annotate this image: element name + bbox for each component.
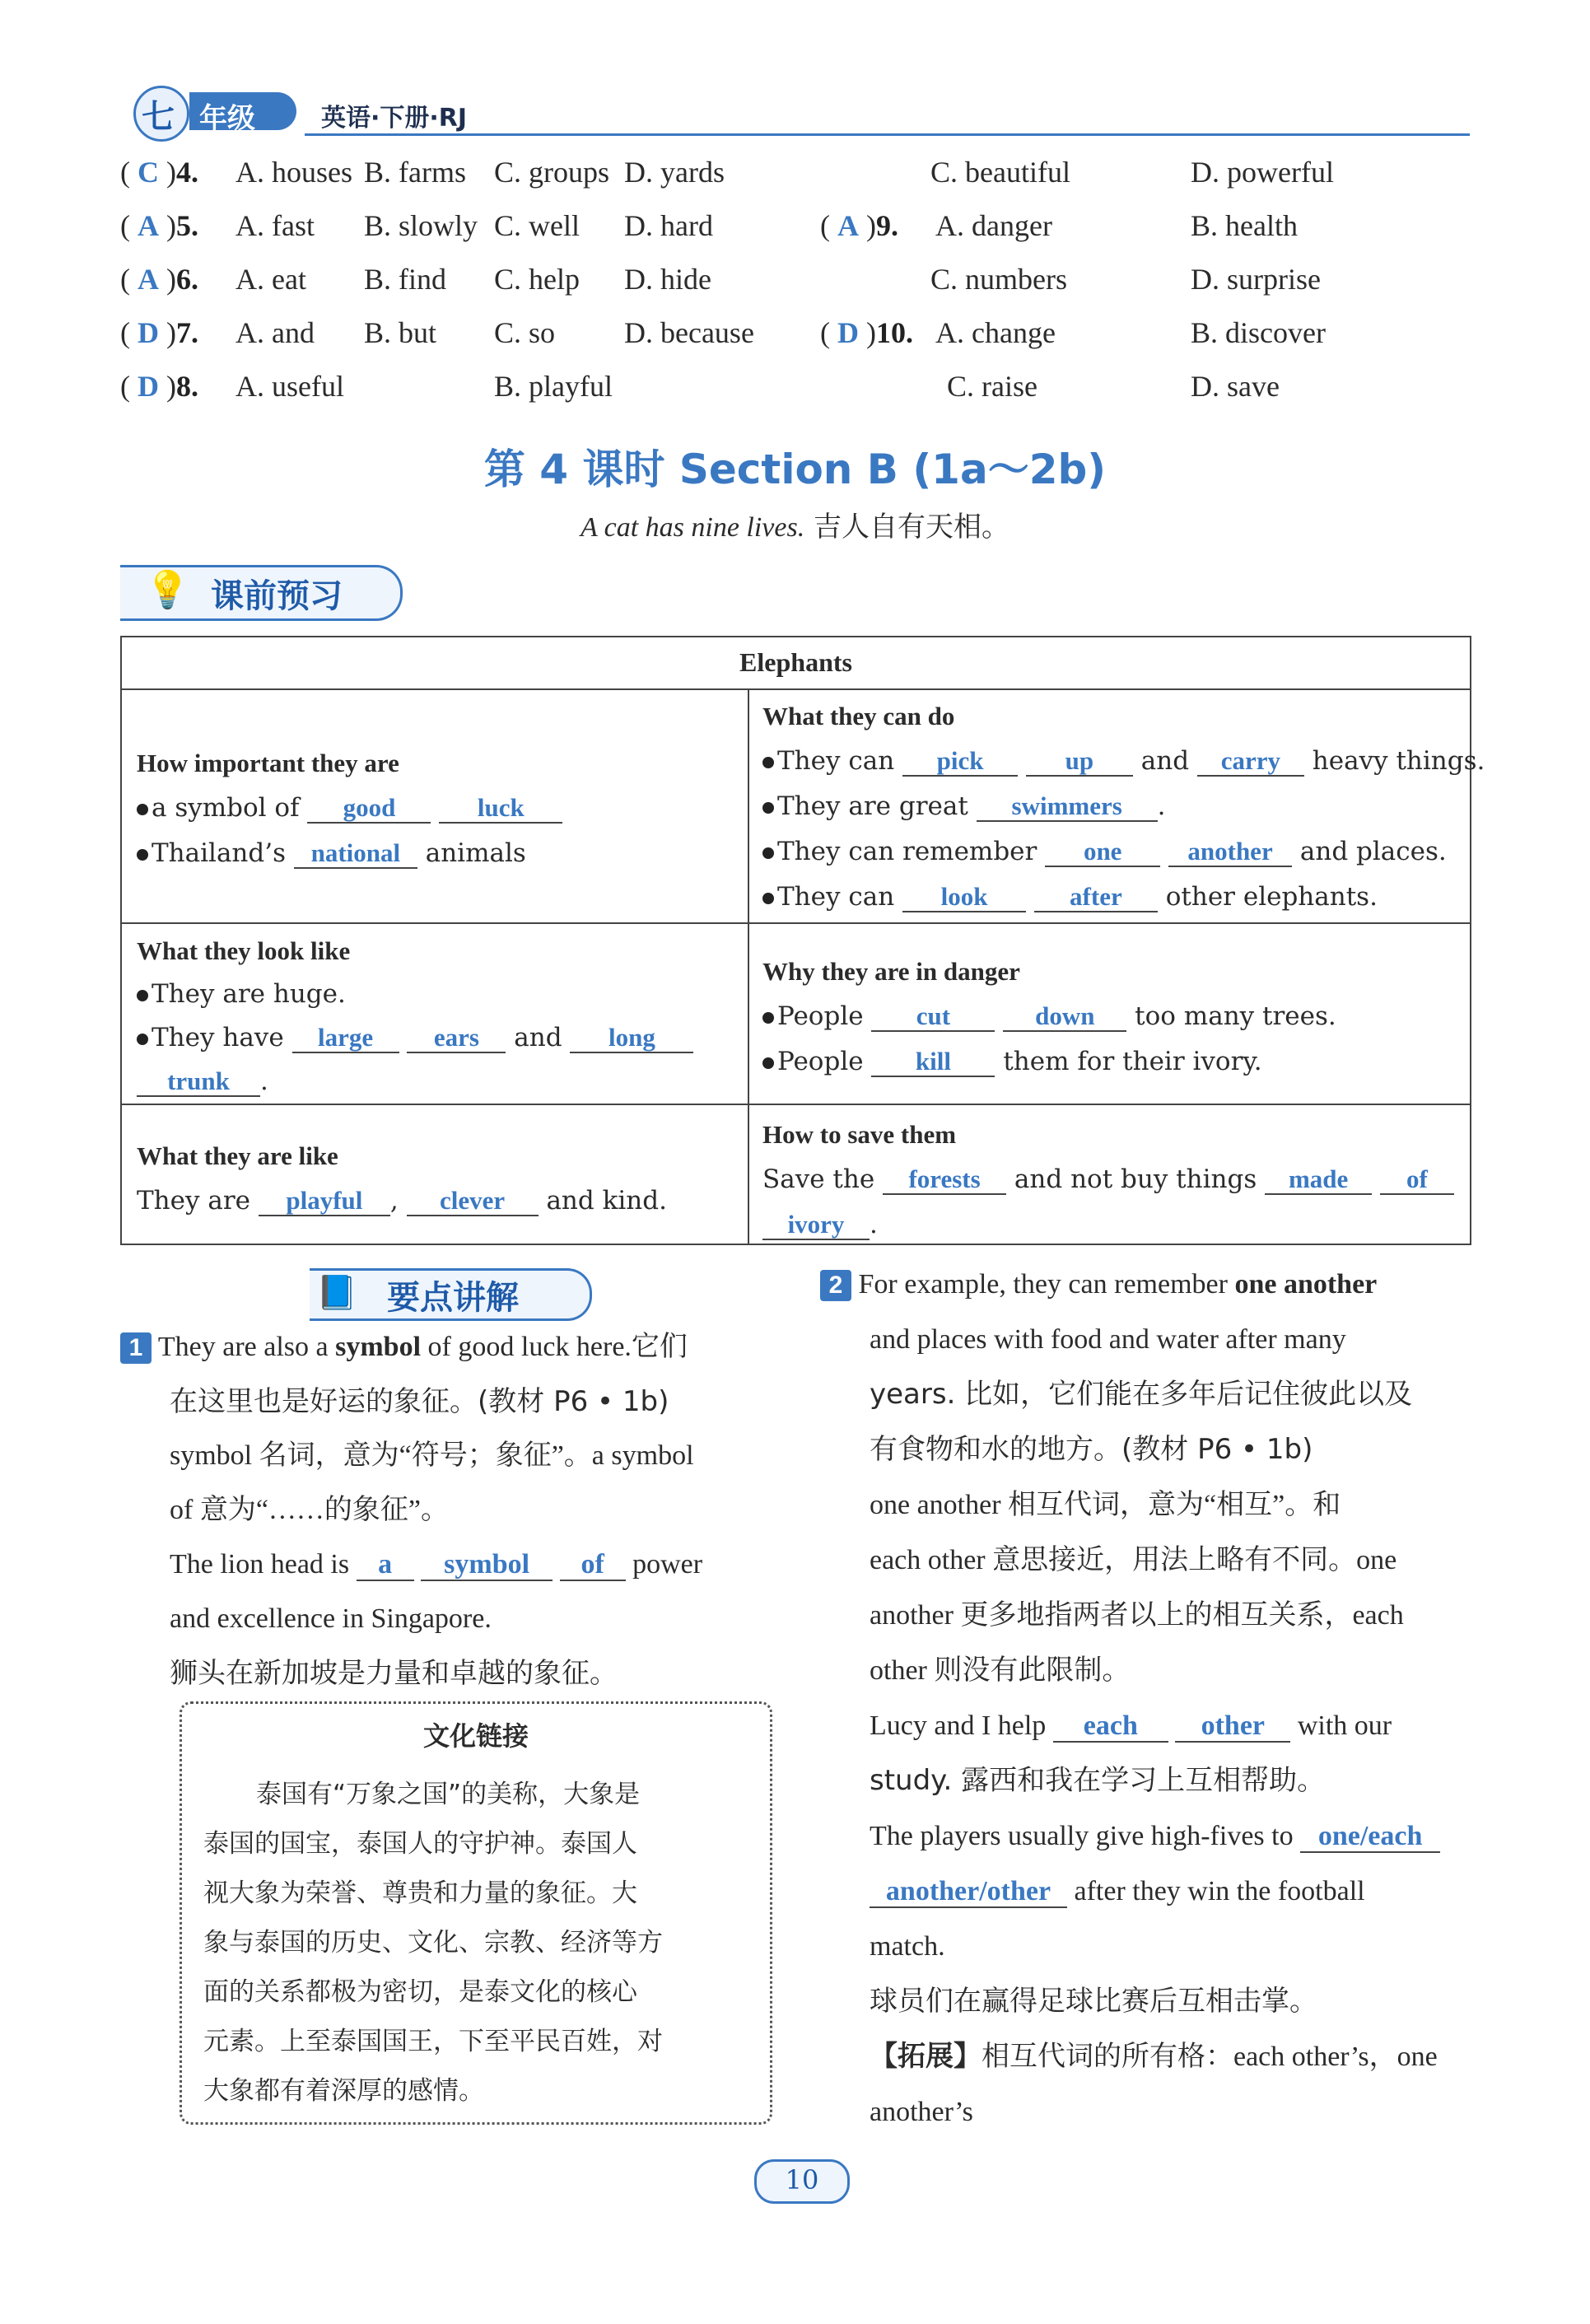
key-label: 要点讲解 [387, 1279, 519, 1317]
answer-blank: ears [407, 1024, 506, 1053]
text: of good luck here. [427, 1332, 632, 1362]
right-column [820, 1257, 1479, 2140]
answer-blank: good [307, 795, 431, 824]
text: 相互代词的所有格：each other’s，one [982, 2042, 1438, 2072]
answer-blank: up [1026, 748, 1133, 777]
text: . [260, 1066, 268, 1096]
mc-answer-letter: A [837, 209, 859, 242]
bullet [762, 802, 774, 814]
text: People [777, 1001, 864, 1031]
bullet [762, 757, 774, 768]
mc-option: B. find [364, 263, 447, 296]
text: symbol 名词，意为“符号；象征”。a symbol [170, 1440, 694, 1471]
mc-answer: ( A )5. [120, 209, 198, 242]
answer-blank: each [1053, 1711, 1168, 1743]
answer-blank: one [1045, 838, 1160, 867]
text: Save the [762, 1164, 875, 1194]
page-number: 10 [785, 2164, 819, 2196]
mc-option: D. powerful [1191, 156, 1334, 189]
mc-answer-letter: D [138, 370, 159, 403]
text: People [777, 1047, 864, 1076]
cell-heading: Why they are in danger [762, 957, 1020, 986]
text: 球员们在赢得足球比赛后互相击掌。 [870, 1985, 1317, 2018]
text: power [632, 1549, 703, 1580]
answer-blank: pick [902, 748, 1018, 777]
bullet [137, 849, 148, 861]
culture-title: 文化链接 [422, 1720, 529, 1752]
bullet [137, 804, 148, 815]
culture-line: 象与泰国的历史、文化、宗教、经济等方 [203, 1928, 663, 1958]
table-rule [122, 688, 1470, 690]
text: 在这里也是好运的象征。(教材 P6 • 1b) [170, 1385, 669, 1418]
cell-character [137, 1133, 738, 1224]
mc-option: C. beautiful [930, 156, 1070, 189]
text: years. 比如，它们能在多年后记住彼此以及 [870, 1378, 1413, 1411]
answer-blank: forests [883, 1166, 1006, 1195]
culture-line: 面的关系都极为密切，是泰文化的核心 [203, 1977, 637, 2007]
answer-blank: cut [871, 1003, 995, 1032]
culture-line: 视大象为荣誉、尊贵和力量的象征。大 [203, 1878, 637, 1908]
bullet [762, 893, 774, 904]
text: and not buy things [1014, 1164, 1257, 1194]
mc-option: D. save [1191, 370, 1280, 403]
mc-answer: ( A )6. [120, 263, 198, 296]
answer-blank: swimmers [977, 793, 1158, 822]
header-rule [305, 133, 1470, 136]
text: and [1140, 746, 1190, 776]
text: Thailand’s [152, 838, 287, 868]
cell-abilities [762, 693, 1485, 920]
bullet [137, 1034, 148, 1045]
motto-en: A cat has nine lives. [580, 512, 805, 543]
mc-option: B. health [1191, 209, 1298, 242]
answer-blank: long [570, 1024, 693, 1053]
text: The players usually give high-fives to [870, 1821, 1294, 1851]
text: one another 相互代词，意为“相互”。和 [870, 1490, 1341, 1520]
cell-heading: How to save them [762, 1120, 957, 1149]
text: 狮头在新加坡是力量和卓越的象征。 [170, 1657, 618, 1690]
answer-blank: after [1034, 884, 1158, 912]
culture-line: 元素。上至泰国国王，下至平民百姓，对 [203, 2027, 663, 2056]
extension-label: 【拓展】 [870, 2040, 982, 2073]
mc-answer-letter: D [138, 316, 159, 349]
text: . [1157, 791, 1166, 821]
bullet [762, 1012, 774, 1024]
answer-blank: one/each [1300, 1822, 1440, 1853]
book-icon: 📘 [316, 1274, 357, 1312]
text: study. 露西和我在学习上互相帮助。 [870, 1764, 1326, 1797]
mc-option: A. eat [235, 263, 306, 296]
answer-blank: carry [1197, 748, 1304, 777]
text: They can [777, 882, 895, 912]
culture-box [180, 1701, 772, 2125]
culture-line: 大象都有着深厚的感情。 [203, 2076, 484, 2106]
text: They are [137, 1186, 251, 1216]
mc-number: 7. [176, 316, 198, 349]
mc-option: B. but [364, 316, 437, 349]
keyword: one another [1234, 1269, 1378, 1300]
subject-label: 英语·下册·RJ [321, 104, 468, 133]
mc-option: A. danger [935, 209, 1052, 242]
mc-answer: ( A )9. [820, 209, 898, 242]
mc-answer: ( D )7. [120, 316, 198, 349]
text: other 则没有此限制。 [870, 1655, 1131, 1686]
text: and places with food and water after many [870, 1324, 1346, 1355]
cell-heading: What they are like [137, 1141, 338, 1170]
answer-blank: clever [407, 1188, 539, 1216]
elephants-table [120, 636, 1485, 1245]
text: and places. [1299, 837, 1447, 866]
point-number: 2 [820, 1270, 851, 1301]
cell-appearance [137, 929, 738, 1104]
text: another’s [870, 2097, 973, 2127]
answer-blank: trunk [137, 1068, 260, 1097]
mc-answer: ( C )4. [120, 156, 198, 189]
table-title: Elephants [739, 647, 852, 677]
mc-option: B. farms [364, 156, 466, 189]
text: and kind. [546, 1186, 667, 1216]
mc-option: B. playful [494, 370, 613, 403]
mc-option: C. raise [947, 370, 1037, 403]
culture-line: 泰国有“万象之国”的美称，大象是 [256, 1780, 641, 1809]
mc-option: C. numbers [930, 263, 1067, 296]
text: They are huge. [152, 979, 346, 1009]
bullet [137, 990, 148, 1001]
mc-number: 8. [176, 370, 198, 403]
answer-blank: another/other [870, 1877, 1067, 1908]
table-rule [122, 922, 1470, 924]
bullet [762, 847, 774, 859]
mc-option: B. discover [1191, 316, 1326, 349]
mc-option: C. help [494, 263, 580, 296]
answer-blank: luck [439, 795, 562, 824]
text: after they win the football [1074, 1876, 1365, 1906]
mc-option: A. change [935, 316, 1056, 349]
answer-blank: of [1380, 1166, 1454, 1195]
mc-option: D. hard [624, 209, 713, 242]
mc-option: D. hide [624, 263, 711, 296]
mc-number: 9. [876, 209, 898, 242]
mc-option: D. surprise [1191, 263, 1321, 296]
text: They are great [777, 791, 968, 821]
text: Lucy and I help [870, 1710, 1047, 1741]
mc-answer-letter: A [138, 263, 159, 296]
motto-cn: 吉人自有天相。 [814, 511, 1010, 544]
mc-answer: ( D )10. [820, 316, 913, 349]
answer-blank: national [294, 840, 417, 869]
mc-option: B. slowly [364, 209, 478, 242]
mc-option: A. fast [235, 209, 315, 242]
answer-blank: of [560, 1550, 626, 1581]
lesson-title: 第 4 课时 Section B (1a～2b) [483, 446, 1107, 493]
mc-option: C. well [494, 209, 580, 242]
table-rule [122, 1104, 1470, 1105]
answer-blank: down [1003, 1003, 1126, 1032]
cell-importance [137, 740, 738, 876]
text: and excellence in Singapore. [170, 1603, 492, 1634]
mc-option: A. houses [235, 156, 352, 189]
mc-option: D. yards [624, 156, 725, 189]
mc-answer-letter: A [138, 209, 159, 242]
grade-char: 七 [142, 98, 175, 136]
mc-option: C. groups [494, 156, 610, 189]
text: of 意为“……的象征”。 [170, 1495, 450, 1525]
text: each other 意思接近，用法上略有不同。one [870, 1545, 1397, 1575]
text: 它们 [631, 1330, 688, 1363]
answer-blank: large [292, 1024, 399, 1053]
answer-blank: made [1265, 1166, 1372, 1195]
answer-blank: kill [871, 1048, 995, 1077]
text: a symbol of [152, 793, 300, 823]
text: They can remember [777, 837, 1037, 866]
text: with our [1297, 1710, 1392, 1741]
table-divider [748, 688, 749, 1245]
mc-number: 5. [176, 209, 198, 242]
header-bar [124, 86, 1470, 135]
text: them for their ivory. [1003, 1047, 1262, 1076]
text: heavy things. [1312, 746, 1485, 776]
mc-answer: ( D )8. [120, 370, 198, 403]
lesson-motto [0, 504, 1590, 544]
bullet [762, 1057, 774, 1069]
text: For example, they can remember [858, 1269, 1228, 1300]
mc-number: 10. [876, 316, 913, 349]
text: animals [425, 838, 526, 868]
answer-blank: a [357, 1550, 414, 1581]
keyword: symbol [335, 1332, 422, 1362]
answer-blank: symbol [421, 1550, 553, 1581]
culture-text [203, 1770, 755, 2116]
cell-heading: What they look like [137, 936, 351, 965]
answer-blank: playful [259, 1188, 390, 1216]
mc-number: 4. [176, 156, 198, 189]
grade-rest: 年级 [199, 102, 255, 135]
mc-answer-letter: C [138, 156, 159, 189]
culture-line: 泰国的国宝，泰国人的守护神。泰国人 [203, 1829, 637, 1859]
mc-option: A. useful [235, 370, 344, 403]
text: and [514, 1023, 562, 1052]
answer-blank: other [1175, 1711, 1290, 1743]
mc-option: A. and [235, 316, 315, 349]
answer-blank: look [902, 884, 1026, 912]
mc-option: D. because [624, 316, 754, 349]
text: too many trees. [1135, 1001, 1336, 1031]
answer-blank: ivory [762, 1211, 870, 1240]
text: . [870, 1210, 878, 1239]
mc-number: 6. [176, 263, 198, 296]
point-number: 1 [120, 1332, 152, 1364]
mc-answer-letter: D [837, 316, 859, 349]
text: other elephants. [1165, 882, 1378, 912]
text: match. [870, 1931, 945, 1962]
left-column [120, 1319, 779, 1701]
text: The lion head is [170, 1549, 350, 1580]
cell-save [762, 1112, 1471, 1248]
text: 有食物和水的地方。(教材 P6 • 1b) [870, 1433, 1313, 1466]
text: They can [777, 746, 895, 776]
cell-heading: How important they are [137, 749, 399, 777]
answer-blank: another [1168, 838, 1292, 867]
cell-heading: What they can do [762, 702, 955, 730]
text: They have [152, 1023, 284, 1052]
text: another 更多地指两者以上的相互关系，each [870, 1600, 1404, 1631]
mc-option: C. so [494, 316, 556, 349]
lightbulb-icon: 💡 [145, 569, 190, 611]
cell-danger [762, 949, 1471, 1085]
text: , [389, 1186, 399, 1216]
preview-label: 课前预习 [211, 577, 343, 615]
text: They are also a [157, 1332, 329, 1362]
